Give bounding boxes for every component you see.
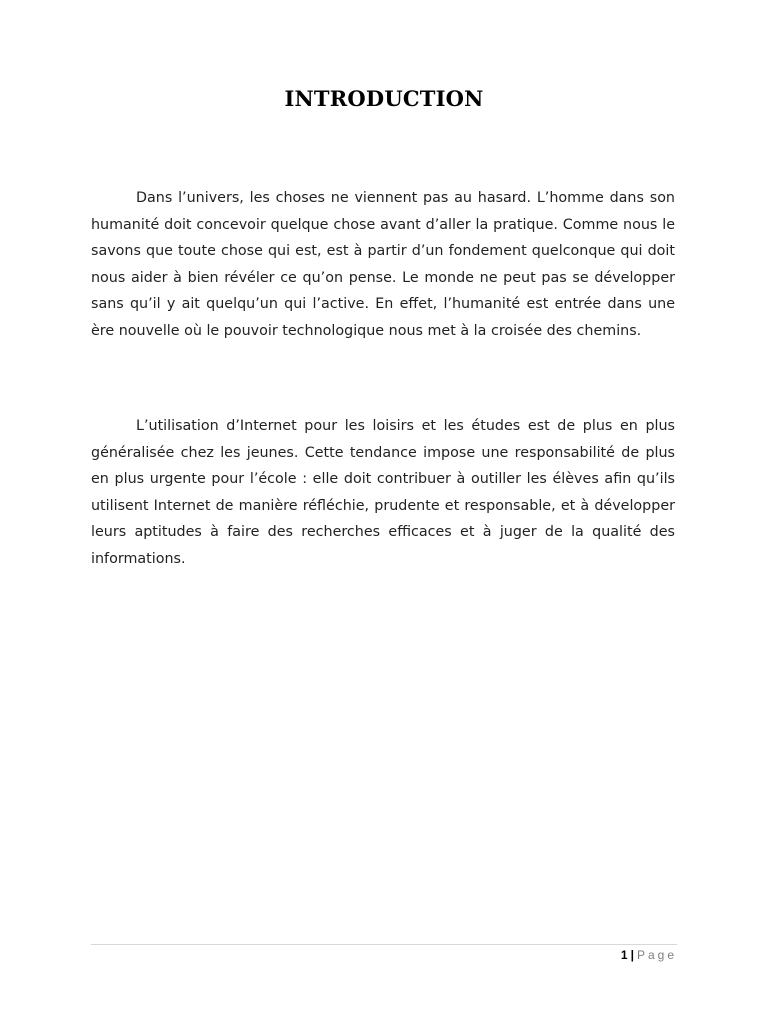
- footer-divider: [91, 944, 677, 945]
- page-title: INTRODUCTION: [284, 86, 484, 111]
- page-number: 1: [620, 948, 628, 962]
- footer-separator: |: [630, 948, 634, 962]
- page-footer: [621, 948, 677, 962]
- page-label: Page: [636, 948, 677, 962]
- paragraph-1: Dans l’univers, les choses ne viennent pas au hasard. L’homme dans son humanité doit concevoir quelque chose avant d’aller la pratique. Comme nous le savons que toute chose qui est, est à partir d’un fondement quelconque qui doit nous aider à bien révéler ce qu’on pense. Le monde ne peut pas se développer sans qu’il y ait quelqu’un qui l’active. En effet, l’humanité est entrée dans une ère nouvelle où le pouvoir technologique nous met à la croisée des chemins.: [91, 190, 675, 339]
- paragraph-2: L’utilisation d’Internet pour les loisirs et les études est de plus en plus généralisée chez les jeunes. Cette tendance impose une responsabilité de plus en plus urgente pour l’école : elle doit contribuer à outiller les élèves afin qu’ils utilisent Internet de manière réfléchie, prudente et responsable, et à développer leurs aptitudes à faire des recherches efficaces et à juger de la qualité des informations.: [91, 418, 675, 567]
